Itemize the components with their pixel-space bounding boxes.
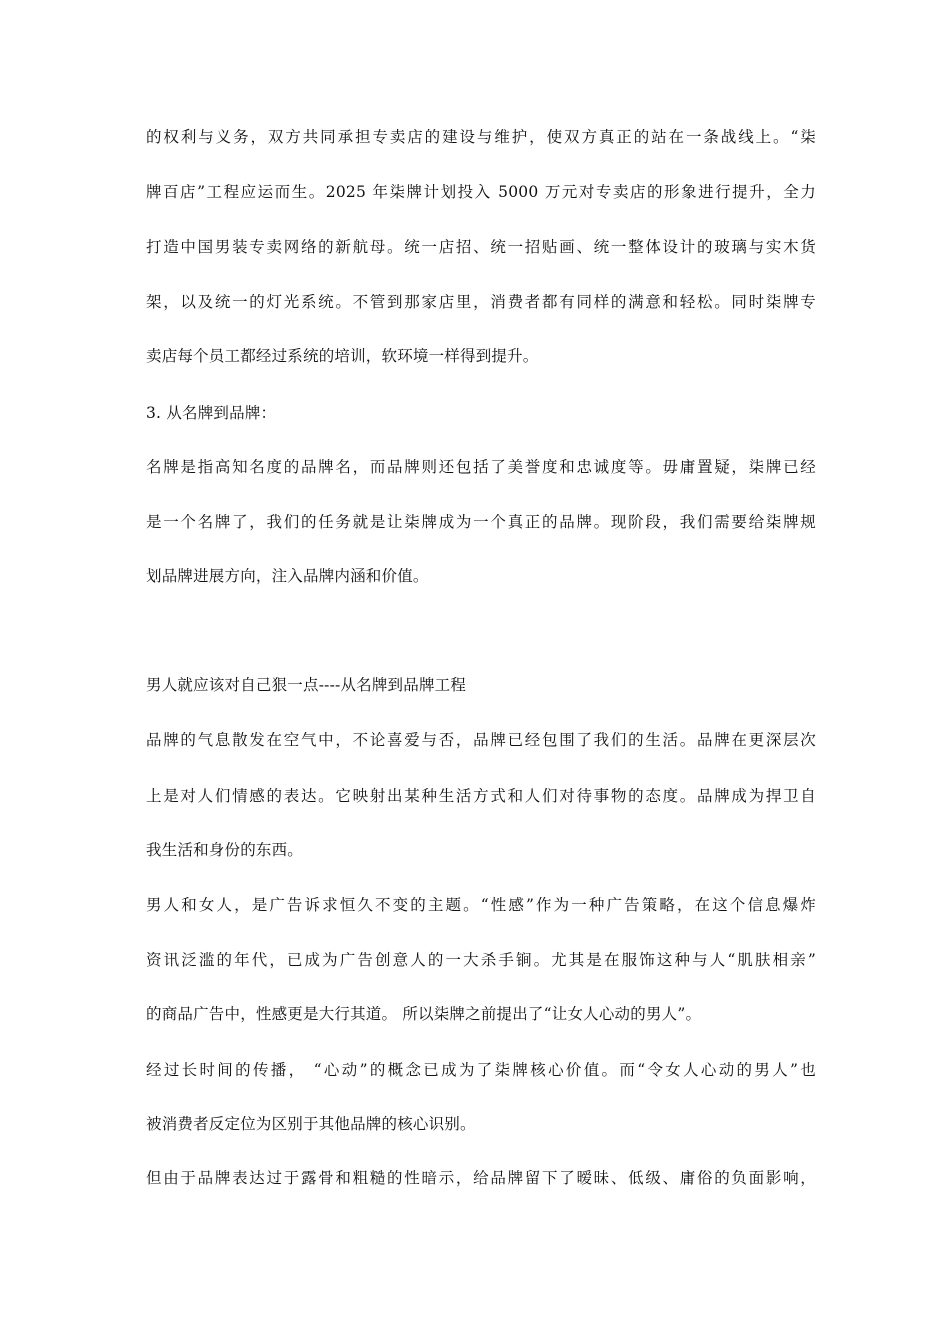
paragraph-line: 打造中国男装专卖网络的新航母。统一店招、统一招贴画、统一整体设计的玻璃与实木货 [146, 238, 816, 256]
paragraph-line: 资讯泛滥的年代，已成为广告创意人的一大杀手锏。尤其是在服饰这种与人“肌肤相亲” [146, 951, 816, 969]
paragraph-line: 但由于品牌表达过于露骨和粗糙的性暗示，给品牌留下了暧昧、低级、庸俗的负面影响， [146, 1169, 816, 1187]
paragraph-line: 划品牌进展方向，注入品牌内涵和价值。 [146, 567, 429, 585]
paragraph-line: 我生活和身份的东西。 [146, 841, 304, 859]
paragraph-line: 品牌的气息散发在空气中，不论喜爱与否，品牌已经包围了我们的生活。品牌在更深层次 [146, 731, 816, 749]
paragraph-line: 上是对人们情感的表达。它映射出某种生活方式和人们对待事物的态度。品牌成为捍卫自 [146, 787, 816, 805]
section-heading: 男人就应该对自己狠一点----从名牌到品牌工程 [146, 676, 467, 694]
paragraph-line: 是一个名牌了，我们的任务就是让柒牌成为一个真正的品牌。现阶段，我们需要给柒牌规 [146, 513, 816, 531]
paragraph-line: 被消费者反定位为区别于其他品牌的核心识别。 [146, 1115, 476, 1133]
paragraph-line: 名牌是指高知名度的品牌名，而品牌则还包括了美誉度和忠诚度等。毋庸置疑，柒牌已经 [146, 458, 816, 476]
paragraph-line: 男人和女人，是广告诉求恒久不变的主题。“性感”作为一种广告策略，在这个信息爆炸 [146, 896, 816, 914]
paragraph-line: 卖店每个员工都经过系统的培训，软环境一样得到提升。 [146, 347, 539, 365]
paragraph-line: 的权利与义务，双方共同承担专卖店的建设与维护，使双方真正的站在一条战线上。“柒 [146, 128, 816, 146]
paragraph-line: 的商品广告中，性感更是大行其道。 所以柒牌之前提出了“让女人心动的男人”。 [146, 1005, 702, 1023]
section-heading: 3. 从名牌到品牌： [146, 404, 277, 422]
paragraph-line: 牌百店”工程应运而生。2025 年柒牌计划投入 5000 万元对专卖店的形象进行提升，全力 [146, 183, 816, 201]
paragraph-line: 架，以及统一的灯光系统。不管到那家店里，消费者都有同样的满意和轻松。同时柒牌专 [146, 293, 816, 311]
paragraph-line: 经过长时间的传播， “心动”的概念已成为了柒牌核心价值。而“令女人心动的男人”也 [146, 1061, 816, 1079]
